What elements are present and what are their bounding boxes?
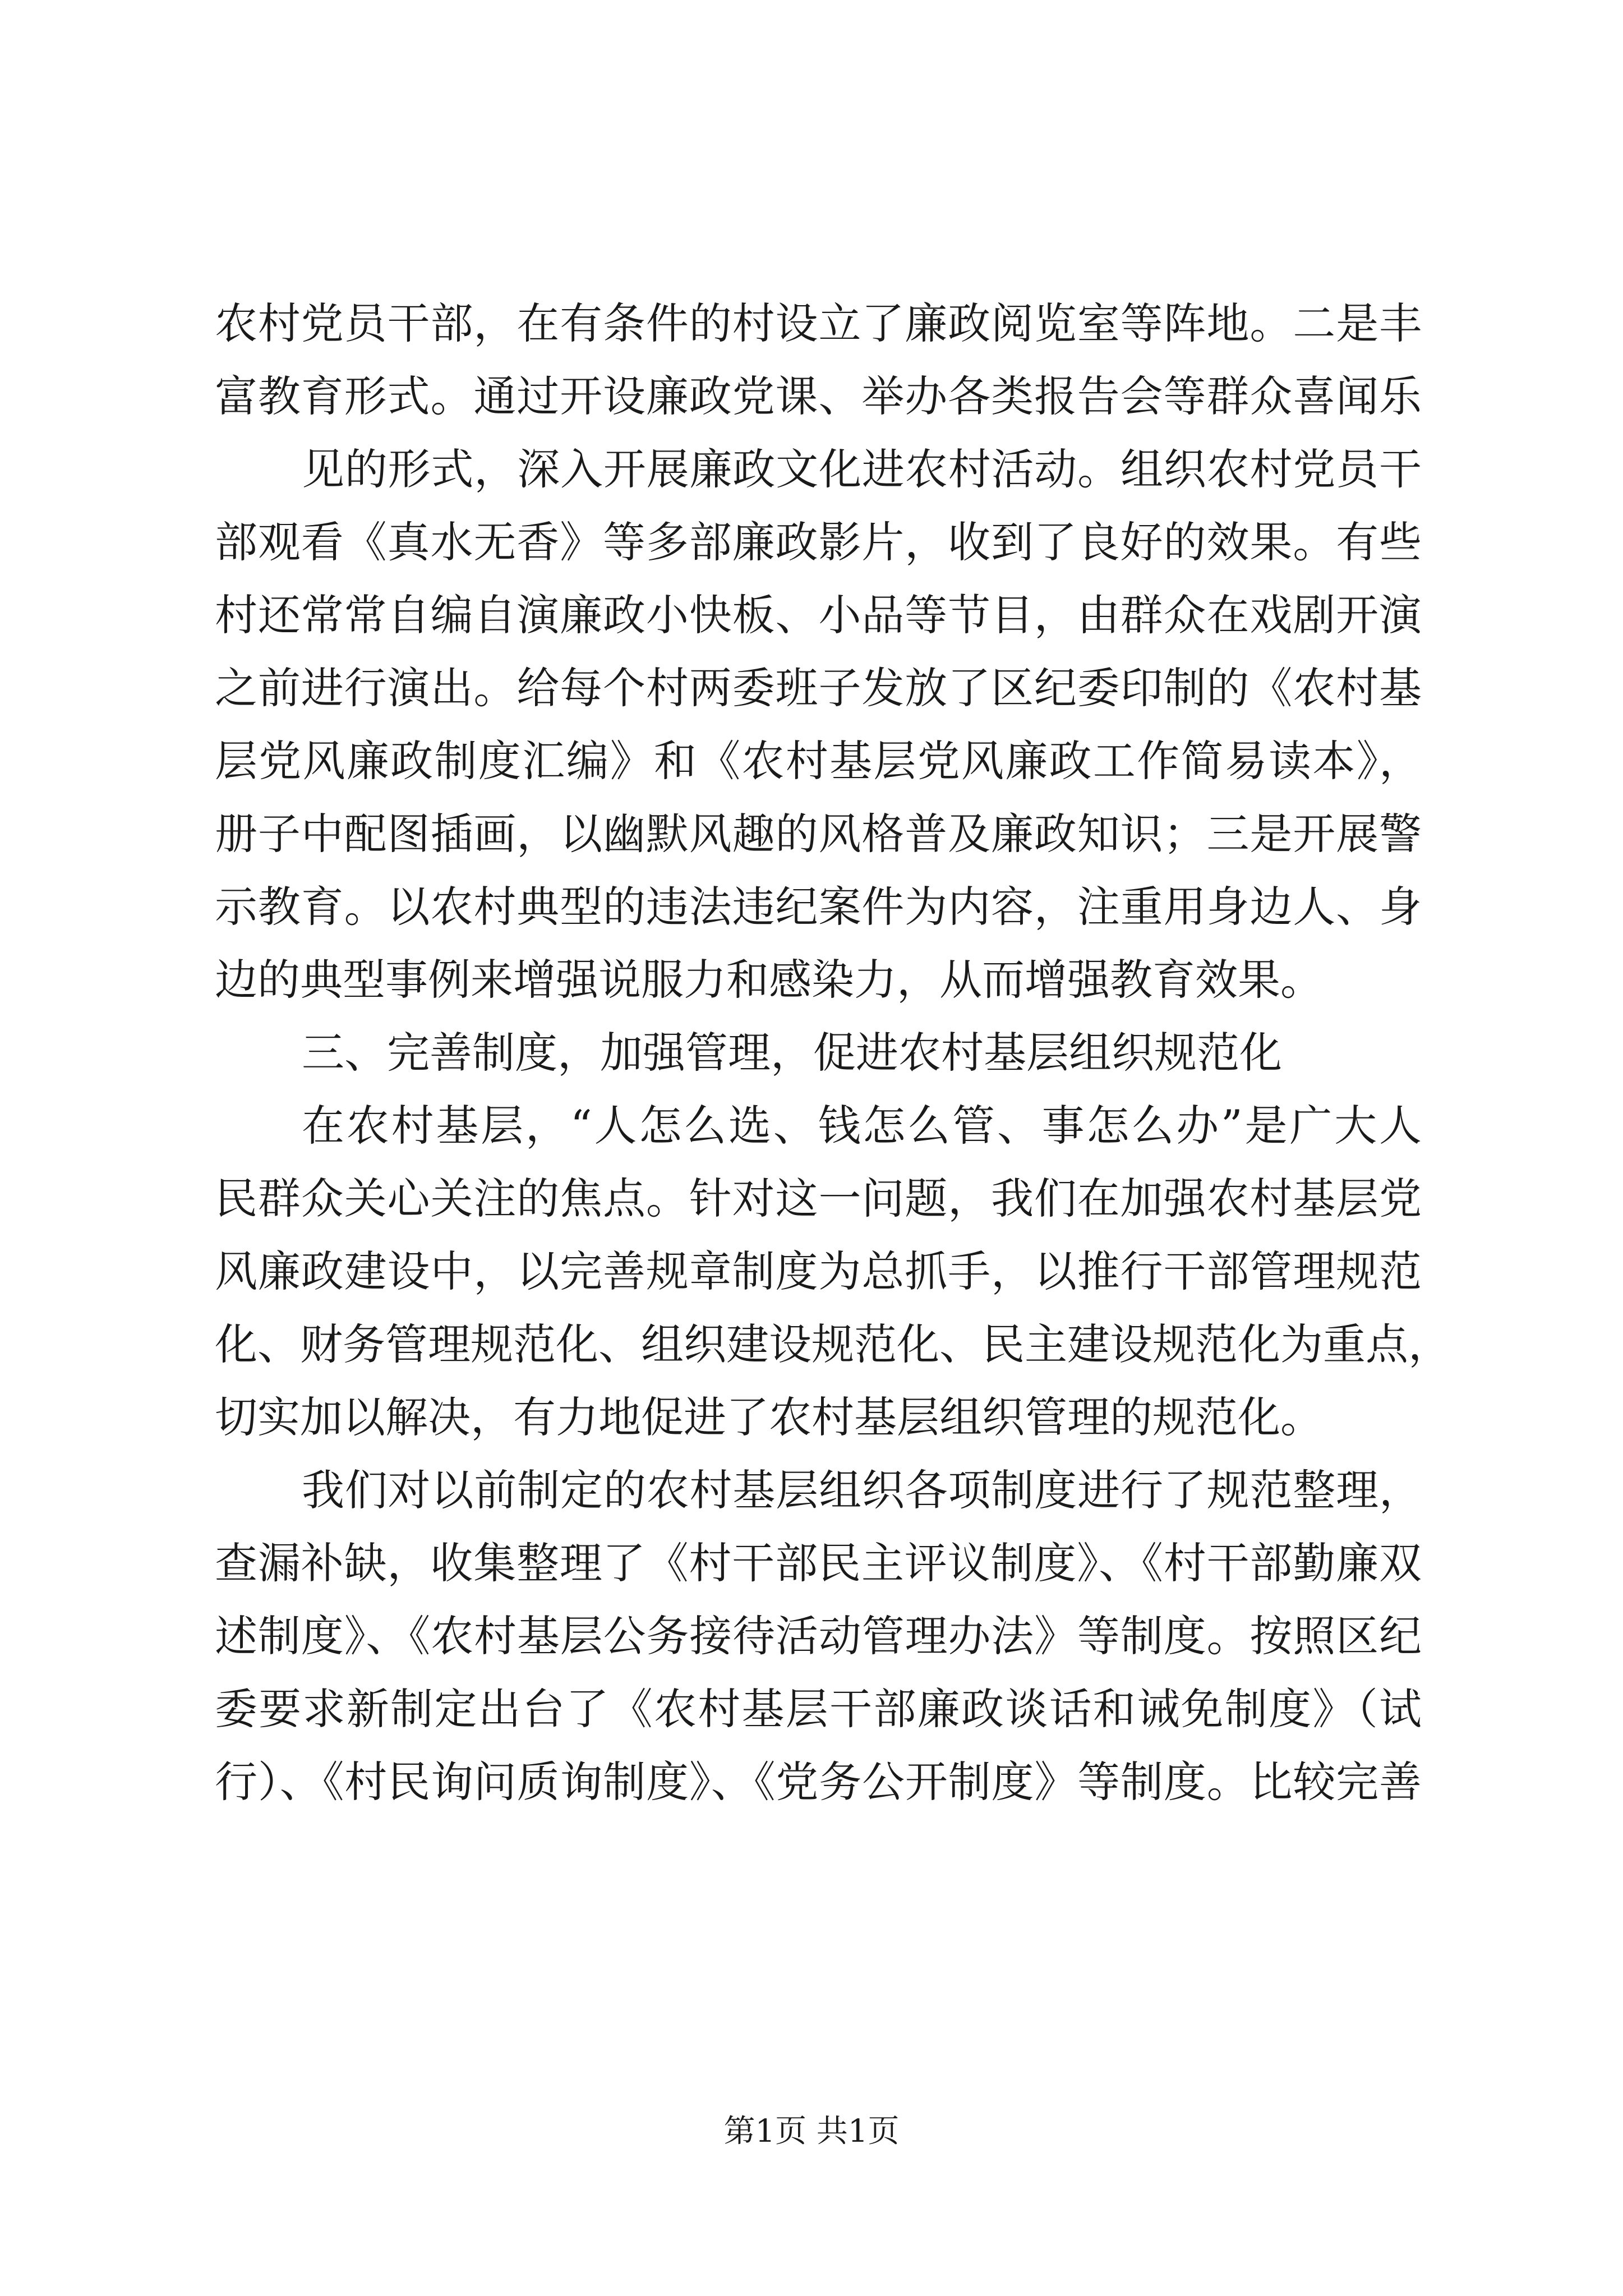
text-line: 三、完善制度，加强管理，促进农村基层组织规范化 bbox=[302, 1028, 1282, 1078]
text-line: 之前进行演出。给每个村两委班子发放了区纪委印制的《农村基 bbox=[215, 663, 1422, 713]
text-line: 在农村基层，“人怎么选、钱怎么管、事怎么办”是广大人 bbox=[302, 1101, 1422, 1151]
text-line: 风廉政建设中，以完善规章制度为总抓手，以推行干部管理规范 bbox=[215, 1246, 1422, 1296]
text-line: 边的典型事例来增强说服力和感染力，从而增强教育效果。 bbox=[215, 955, 1323, 1005]
text-line: 委要求新制定出台了《农村基层干部廉政谈话和诫免制度》（试 bbox=[215, 1684, 1422, 1734]
text-line: 查漏补缺，收集整理了《村干部民主评议制度》、《村干部勤廉双 bbox=[215, 1538, 1422, 1588]
text-line: 行）、《村民询问质询制度》、《党务公开制度》等制度。比较完善 bbox=[215, 1757, 1422, 1807]
text-line: 切实加以解决，有力地促进了农村基层组织管理的规范化。 bbox=[215, 1392, 1323, 1442]
text-line: 层党风廉政制度汇编》和《农村基层党风廉政工作简易读本》， bbox=[215, 736, 1422, 786]
text-line: 民群众关心关注的焦点。针对这一问题，我们在加强农村基层党 bbox=[215, 1174, 1422, 1223]
text-line: 农村党员干部，在有条件的村设立了廉政阅览室等阵地。二是丰 bbox=[215, 298, 1422, 348]
body-text bbox=[215, 287, 1451, 1819]
text-line: 我们对以前制定的农村基层组织各项制度进行了规范整理， bbox=[302, 1465, 1422, 1515]
text-line: 富教育形式。通过开设廉政党课、举办各类报告会等群众喜闻乐 bbox=[215, 371, 1422, 421]
text-line: 册子中配图插画，以幽默风趣的风格普及廉政知识；三是开展警 bbox=[215, 809, 1422, 859]
text-line: 述制度》、《农村基层公务接待活动管理办法》等制度。按照区纪 bbox=[215, 1611, 1422, 1661]
text-line: 村还常常自编自演廉政小快板、小品等节目，由群众在戏剧开演 bbox=[215, 590, 1422, 640]
text-line: 部观看《真水无香》等多部廉政影片，收到了良好的效果。有些 bbox=[215, 517, 1422, 567]
page-footer: 第1页 共1页 bbox=[723, 2113, 900, 2150]
text-line: 化、财务管理规范化、组织建设规范化、民主建设规范化为重点， bbox=[215, 1319, 1451, 1369]
text-line: 见的形式，深入开展廉政文化进农村活动。组织农村党员干 bbox=[302, 444, 1422, 494]
text-line: 示教育。以农村典型的违法违纪案件为内容，注重用身边人、身 bbox=[215, 882, 1422, 932]
